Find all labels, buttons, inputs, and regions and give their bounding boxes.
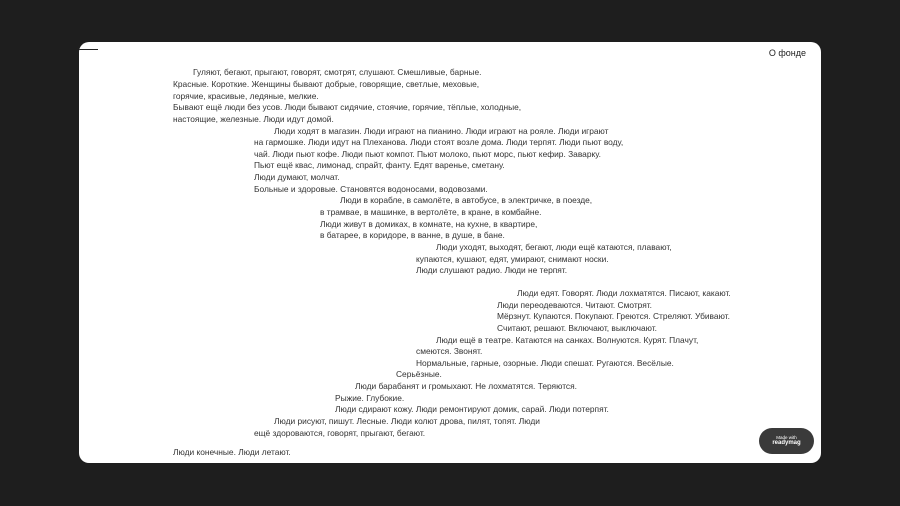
poem-line: Люди ещё в театре. Катаются на санках. Волнуются. Курят. Плачут, [436, 335, 699, 345]
poem-line: Люди ходят в магазин. Люди играют на пианино. Люди играют на рояле. Люди играют [274, 126, 609, 136]
poem-line: Считают, решают. Включают, выключают. [497, 323, 657, 333]
poem-line: Бывают ещё люди без усов. Люди бывают сидячие, стоячие, горячие, тёплые, холодные, [173, 102, 522, 112]
poem-line: чай. Люди пьют кофе. Люди пьют компот. Пьют молоко, пьют морс, пьют кефир. Заварку. [254, 149, 601, 159]
poem-line: Люди слушают радио. Люди не терпят. [416, 265, 568, 275]
poem-line: Люди думают, молчат. [254, 172, 340, 182]
poem-line: Рыжие. Глубокие. [335, 393, 405, 403]
poem-line: Люди сдирают кожу. Люди ремонтируют домик, сарай. Люди потерпят. [335, 404, 609, 414]
poem-page [79, 42, 821, 463]
poem-line: ещё здороваются, говорят, прыгают, бегают. [254, 428, 426, 438]
poem-line: горячие, красивые, ледяные, мелкие. [173, 91, 319, 101]
poem-line: Мёрзнут. Купаются. Покупают. Греются. Стреляют. Убивают. [497, 311, 730, 321]
poem-line: в трамвае, в машинке, в вертолёте, в кране, в комбайне. [320, 207, 542, 217]
badge-label: Made with [776, 435, 797, 440]
poem-line: настоящие, железные. Люди идут домой. [173, 114, 334, 124]
poem-line: Люди едят. Говорят. Люди лохматятся. Писают, какают. [517, 288, 731, 298]
poem-line: Нормальные, гарные, озорные. Люди спешат. Ругаются. Весёлые. [416, 358, 674, 368]
poem-line: Пьют ещё квас, лимонад, спрайт, фанту. Едят варенье, сметану. [254, 160, 505, 170]
about-link[interactable]: О фонде [768, 48, 806, 58]
poem-line: купаются, кушают, едят, умирают, снимают носки. [416, 254, 609, 264]
badge-brand: readymag [772, 440, 801, 446]
poem-line: Гуляют, бегают, прыгают, говорят, смотрят, слушают. Смешливые, барные. [193, 67, 482, 77]
poem-line: Люди барабанят и громыхают. Не лохматятся. Теряются. [355, 381, 577, 391]
made-with-readymag-badge[interactable] [759, 428, 814, 454]
poem-line: на гармошке. Люди идут на Плеханова. Люди стоят возле дома. Люди терпят. Люди пьют воду, [254, 137, 624, 147]
poem-line: Больные и здоровые. Становятся водоносами, водовозами. [254, 184, 488, 194]
poem-line: Люди в корабле, в самолёте, в автобусе, в электричке, в поезде, [340, 195, 593, 205]
poem-line: Красные. Короткие. Женщины бывают добрые, говорящие, светлые, меховые, [173, 79, 480, 89]
menu-line[interactable] [79, 49, 98, 50]
poem-line: Люди конечные. Люди летают. [173, 447, 291, 457]
poem-line: Серьёзные. [396, 369, 442, 379]
poem-line: в батарее, в коридоре, в ванне, в душе, в бане. [320, 230, 505, 240]
poem-line: Люди живут в домиках, в комнате, на кухне, в квартире, [320, 219, 538, 229]
poem-line: Люди рисуют, пишут. Лесные. Люди колют дрова, пилят, топят. Люди [274, 416, 540, 426]
poem-line: Люди уходят, выходят, бегают, люди ещё катаются, плавают, [436, 242, 672, 252]
poem-line: Люди переодеваются. Читают. Смотрят. [497, 300, 653, 310]
poem-line: смеются. Звонят. [416, 346, 483, 356]
